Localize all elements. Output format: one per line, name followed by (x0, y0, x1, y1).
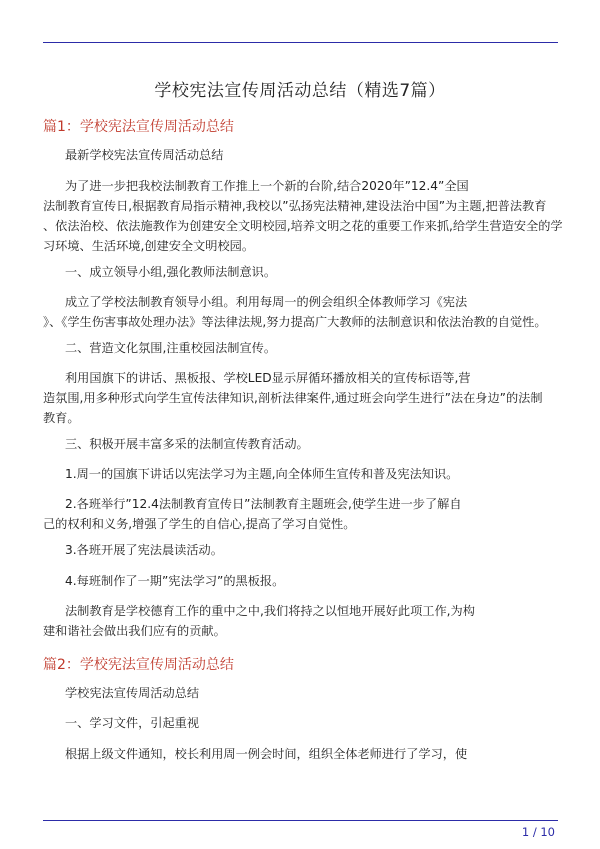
section-1-paragraph-3: 利用国旗下的讲话、黑板报、学校LED显示屏循环播放相关的宣传标语等,营 造氛围,用多种形式向学生宣传法律知识,剖析法律案件,通过班会向学生进行”法在身边”的法制 教育。 (43, 371, 543, 425)
top-rule (43, 42, 558, 43)
section-1-heading-three: 三、积极开展丰富多采的法制宣传教育活动。 (65, 437, 309, 451)
bottom-rule (43, 820, 558, 821)
section-1-heading: 篇1：学校宪法宣传周活动总结 (43, 119, 234, 135)
section-2-paragraph-1: 根据上级文件通知，校长利用周一例会时间，组织全体老师进行了学习，使 (65, 747, 468, 761)
section-2-subtitle: 学校宪法宣传周活动总结 (65, 686, 200, 700)
section-1-item-2: 2.各班举行”12.4法制教育宣传日”法制教育主题班会,使学生进一步了解自 己的权利和义务,增强了学生的自信心,提高了学习自觉性。 (43, 497, 462, 531)
section-1-heading-two: 二、营造文化氛围,注重校园法制宣传。 (65, 341, 277, 355)
section-1-item-3: 3.各班开展了宪法晨读活动。 (65, 543, 223, 557)
section-2-heading-one: 一、学习文件，引起重视 (65, 716, 200, 730)
section-1-item-4: 4.每班制作了一期”宪法学习”的黑板报。 (65, 574, 285, 588)
section-1-paragraph-2: 成立了学校法制教育领导小组。利用每周一的例会组织全体教师学习《宪法 》、《学生伤害事故处理办法》等法律法规,努力提高广大教师的法制意识和依法治教的自觉性。 (43, 295, 547, 329)
section-1-heading-one: 一、成立领导小组,强化教师法制意识。 (65, 265, 277, 279)
document-title: 学校宪法宣传周活动总结（精选7篇） (154, 81, 446, 101)
section-1-paragraph-1: 为了进一步把我校法制教育工作推上一个新的台阶,结合2020年”12.4”全国 法制教育宣传日,根据教育局指示精神,我校以”弘扬宪法精神,建设法治中国”为主题,把普法教育 、依法治校、依法施教作为创建安全文明校园,培养文明之花的重要工作来抓,给学生营造安全的学 习环境、生活环境,创建安全文明校园。 (43, 179, 563, 253)
section-2-heading: 篇2：学校宪法宣传周活动总结 (43, 657, 234, 673)
page-number: 1 / 10 (521, 825, 555, 839)
section-1-paragraph-4: 法制教育是学校德育工作的重中之中,我们将持之以恒地开展好此项工作,为构 建和谐社会做出我们应有的贡献。 (43, 604, 475, 638)
section-1-subtitle: 最新学校宪法宣传周活动总结 (65, 148, 224, 162)
section-1-item-1: 1.周一的国旗下讲话以宪法学习为主题,向全体师生宣传和普及宪法知识。 (65, 467, 459, 481)
